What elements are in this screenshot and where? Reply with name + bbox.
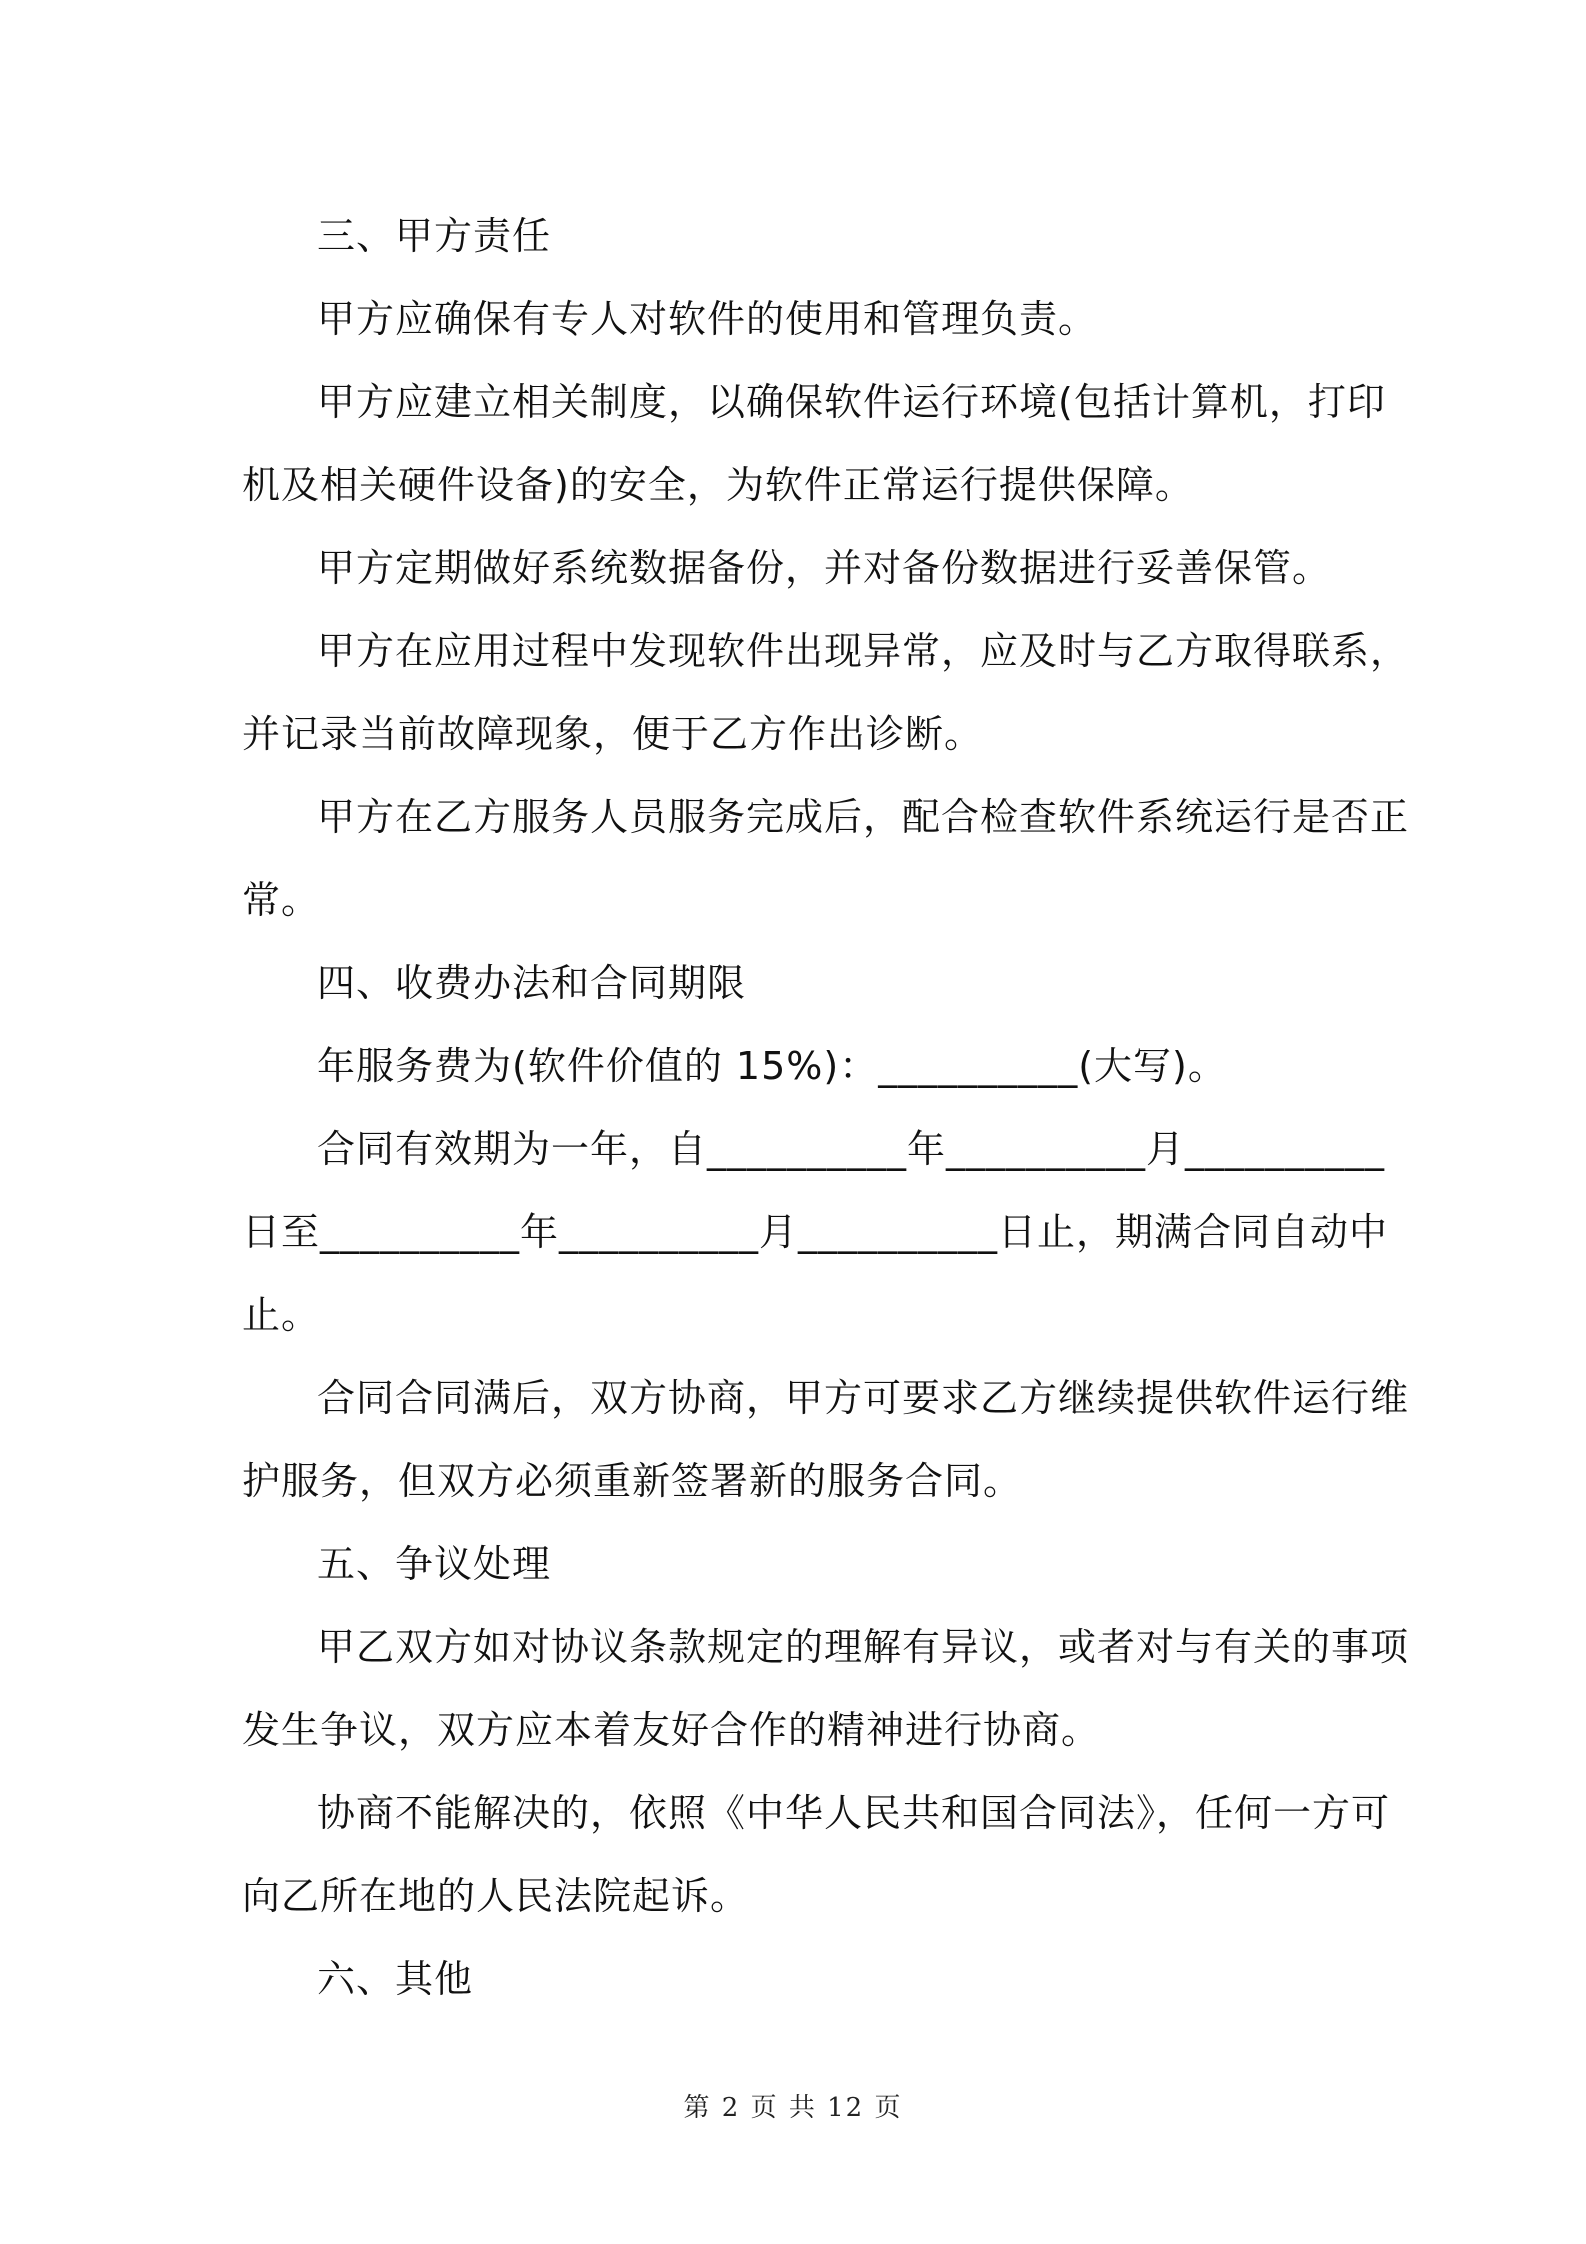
paragraph-line: 协商不能解决的，依照《中华人民共和国合同法》，任何一方可 bbox=[317, 1791, 1391, 1835]
paragraph-line: 甲方应确保有专人对软件的使用和管理负责。 bbox=[317, 297, 1098, 341]
section-heading-5: 五、争议处理 bbox=[317, 1542, 552, 1586]
section-heading-6: 六、其他 bbox=[317, 1957, 474, 2001]
paragraph-line: 常。 bbox=[242, 878, 321, 922]
paragraph-line: 甲方应建立相关制度，以确保软件运行环境(包括计算机，打印 bbox=[317, 380, 1386, 424]
paragraph-line: 甲乙双方如对协议条款规定的理解有异议，或者对与有关的事项 bbox=[317, 1625, 1410, 1669]
section-heading-3: 三、甲方责任 bbox=[317, 214, 552, 258]
paragraph-line: 年服务费为(软件价值的 15%)：__________(大写)。 bbox=[317, 1044, 1227, 1088]
paragraph-line: 日至__________年__________月__________日止，期满合同自动中 bbox=[242, 1210, 1389, 1254]
paragraph-line: 机及相关硬件设备)的安全，为软件正常运行提供保障。 bbox=[242, 463, 1194, 507]
section-heading-4: 四、收费办法和合同期限 bbox=[317, 961, 747, 1005]
paragraph-line: 并记录当前故障现象，便于乙方作出诊断。 bbox=[242, 712, 984, 756]
paragraph-line: 发生争议，双方应本着友好合作的精神进行协商。 bbox=[242, 1708, 1101, 1752]
paragraph-line: 甲方在应用过程中发现软件出现异常，应及时与乙方取得联系， bbox=[317, 629, 1410, 673]
paragraph-line: 甲方在乙方服务人员服务完成后，配合检查软件系统运行是否正 bbox=[317, 795, 1410, 839]
paragraph-line: 止。 bbox=[242, 1293, 321, 1337]
paragraph-line: 向乙所在地的人民法院起诉。 bbox=[242, 1874, 750, 1918]
paragraph-line: 甲方定期做好系统数据备份，并对备份数据进行妥善保管。 bbox=[317, 546, 1332, 590]
paragraph-line: 合同有效期为一年，自__________年__________月__________ bbox=[317, 1127, 1386, 1171]
paragraph-line: 护服务，但双方必须重新签署新的服务合同。 bbox=[242, 1459, 1023, 1503]
page-footer: 第 2 页 共 12 页 bbox=[683, 2093, 903, 2123]
paragraph-line: 合同合同满后，双方协商，甲方可要求乙方继续提供软件运行维 bbox=[317, 1376, 1410, 1420]
